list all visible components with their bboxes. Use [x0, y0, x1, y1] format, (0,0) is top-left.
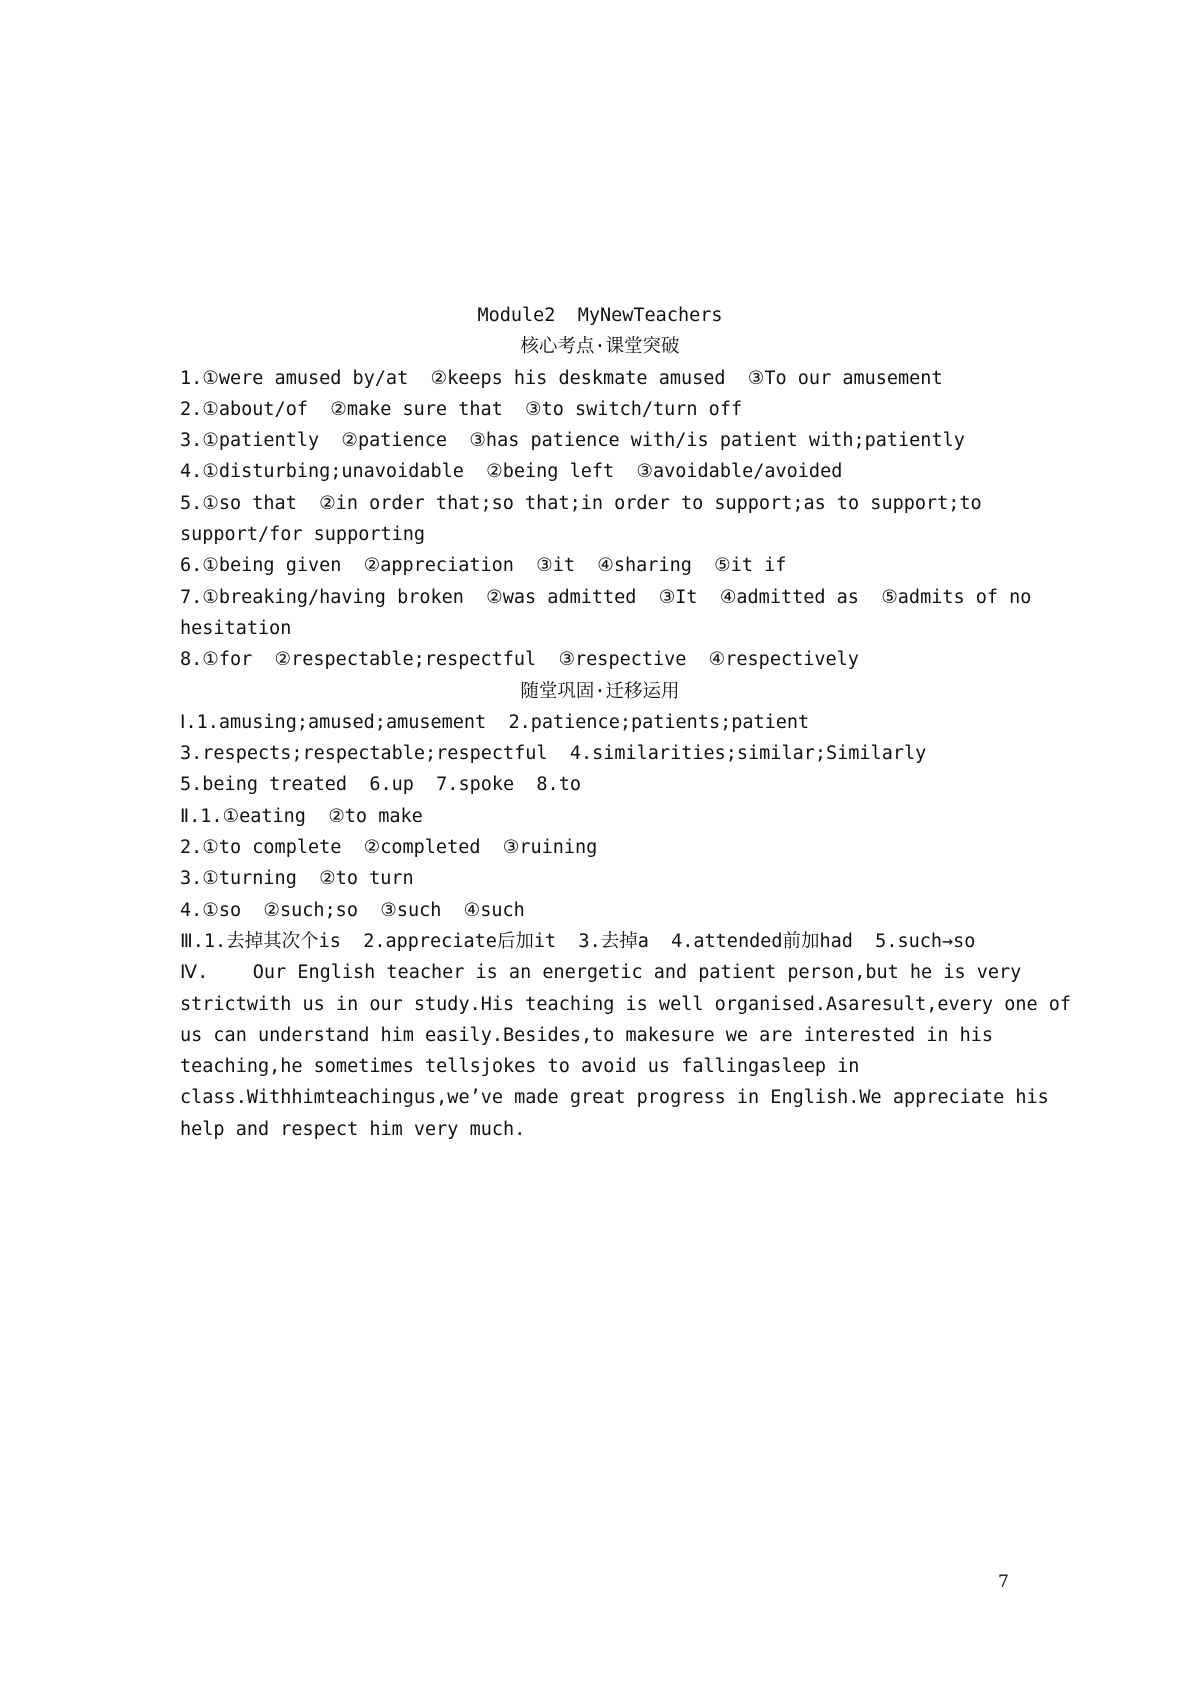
essay-line: Ⅳ. Our English teacher is an energetic and patient person,but he is very [180, 962, 1022, 984]
essay-line: class.Withhimteachingus,we’ve made great progress in English.We appreciate his [180, 1087, 1049, 1109]
answer-line: 7.①breaking/having broken ②was admitted ③It ④admitted as ⑤admits of no [180, 586, 1032, 608]
answer-line: Ⅱ.1.①eating ②to make [180, 805, 423, 827]
answer-line: 3.①patiently ②patience ③has patience with/is patient with;patiently [180, 430, 965, 452]
answer-line: hesitation [180, 617, 292, 639]
section-consolidation-answers [180, 707, 1072, 1145]
answer-line: 8.①for ②respectable;respectful ③respective ④respectively [180, 649, 859, 671]
essay-line: help and respect him very much. [180, 1118, 526, 1140]
answer-line: 3.①turning ②to turn [180, 868, 414, 890]
answer-line: 3.respects;respectable;respectful 4.similarities;similar;Similarly [180, 743, 927, 765]
answer-line: support/for supporting [180, 524, 426, 546]
section-heading-core-points: 核心考点·课堂突破 [520, 336, 680, 358]
answer-line: Ⅰ.1.amusing;amused;amusement 2.patience;patients;patient [180, 711, 810, 733]
answer-line: 1.①were amused by/at ②keeps his deskmate amused ③To our amusement [180, 367, 943, 389]
answer-line: 2.①to complete ②completed ③ruining [180, 837, 598, 859]
section-heading-consolidation: 随堂巩固·迁移运用 [520, 680, 680, 702]
answer-line: 4.①so ②such;so ③such ④such [180, 899, 525, 921]
document-title: Module2 MyNewTeachers [477, 305, 723, 326]
answer-line: 6.①being given ②appreciation ③it ④sharing ⑤it if [180, 555, 787, 577]
answer-line: 5.being treated 6.up 7.spoke 8.to [180, 774, 581, 796]
answer-line: 4.①disturbing;unavoidable ②being left ③avoidable/avoided [180, 461, 843, 483]
essay-line: teaching,he sometimes tellsjokes to avoid us fallingasleep in [180, 1056, 860, 1078]
answer-line: 5.①so that ②in order that;so that;in order to support;as to support;to [180, 492, 982, 514]
document-body [180, 300, 1072, 1145]
answer-line: 2.①about/of ②make sure that ③to switch/turn off [180, 398, 743, 420]
essay-line: us can understand him easily.Besides,to makesure we are interested in his [180, 1024, 994, 1046]
essay-line: strictwith us in our study.His teaching is well organised.Asaresult,every one of [180, 993, 1072, 1015]
page-number: 7 [998, 1572, 1009, 1592]
answer-line: Ⅲ.1.去掉其次个is 2.appreciate后加it 3.去掉a 4.attended前加had 5.such→so [180, 930, 976, 952]
section-core-points-answers [180, 363, 1032, 676]
